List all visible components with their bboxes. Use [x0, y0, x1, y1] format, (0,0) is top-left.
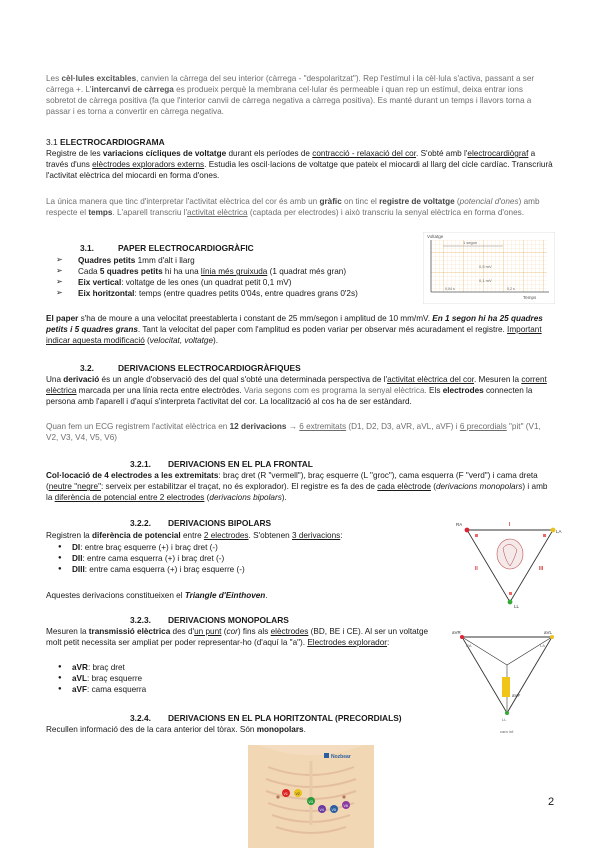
frontal-paragraph: Col·locació de 4 electrodes a les extremitats: braç dret (R "vermell"), braç esquerre (L "groc"), cama esquerra (F "verd") i cama dreta (neutre "negre": serveix per estabilitzar el traçat, no és explorador). El registre es fa des de cada elèctrode (derivacions monopolars) i amb la diferència de potencial entre 2 electrodes (derivacions bipolars). [46, 471, 548, 503]
einthoven-triangle-figure [455, 512, 565, 610]
caption-label: cara inf. [500, 729, 515, 734]
list-item: ● DIII: entre cama esquerra (+) i braç esquerre (-) [46, 564, 426, 575]
frontal-heading: 3.2.1. DERIVACIONS EN EL PLA FRONTAL [130, 459, 313, 469]
page-number: 2 [548, 796, 555, 808]
la-label: LA [540, 643, 545, 648]
paper-heading: 3.1. PAPER ELECTROCARDIOGRÀFIC [80, 243, 254, 253]
avl-label: aVL [544, 630, 553, 635]
ll-label: LL [502, 717, 507, 722]
v6-label: V6 [343, 804, 348, 808]
avf-electrode-icon [502, 677, 510, 697]
v2-label: V2 [295, 792, 300, 796]
list-item: ● aVL: braç esquerre [46, 673, 346, 684]
brand-label: Nozbear [331, 754, 351, 760]
derivacions-heading: 3.2. DERIVACIONS ELECTROCARDIOGRÀFIQUES [80, 363, 301, 373]
derivacions-paragraph-1: Una derivació és un angle d'observació des del qual s'obté una determinada perspectiva de l'activitat elèctrica del cor. Mesuren la corrent elèctrica marcada per una línia recta entre electròdes. Varia segons com es programa la senyal elèctrica. Els electrodes connecten la persona amb l'aparell i d'aquí s'interpreta l'activitat del cor. La localització al cos ha de ser estàndard. [46, 375, 547, 407]
ra-label: RA [466, 643, 472, 648]
list-item: ➢ Eix horitzontal: temps (entre quadres petits 0'04s, entre quadres grans 0'2s) [52, 288, 412, 299]
ecg-heading: 3.1 ELECTROCARDIOGRAMA [46, 137, 165, 147]
v3-label: V3 [308, 800, 313, 804]
intro-paragraph: Les cèl·lules excitables, canvien la càrrega del seu interior (càrrega - "despolaritzat"). Rep l'estímul i la cèl·lula s'activa, passant a ser càrrega +. L'intercanvi de càrrega es produeix perquè la membrana cel·lular és permeable i quan rep un estímul, deixa entrar ions sobretot de càrrega positiva (fa que l'interior canvii de càrrega negativa a càrrega positiva). Es manté durant un temps i llavors torna a passar i es torna a convertir en càrrega negativa. [46, 74, 535, 117]
ra-label: RA [456, 522, 463, 527]
list-item: ➢ Eix vertical: voltatge de les ones (un quadrat petit 0,1 mV) [52, 277, 412, 288]
paper-paragraph: El paper s'ha de moure a una velocitat preestablerta i constant de 25 mm/segon i amplitud de 10 mm/mV. En 1 segon hi ha 25 quadres petits i 5 quadres grans. Tant la velocitat del paper com l'amplitud es poden variar per observar més acuradament el registre. Important indicar aquesta modificació (velocitat, voltatge). [46, 314, 543, 346]
voltage-axis-label: Voltatge [427, 234, 444, 239]
monopolar-paragraph: Mesuren la transmissió elèctrica des d'un punt (cor) fins als elèctrodes (BD, BE i CE). Al ser un voltatge molt petit necessita ser ampliat per poder representar-ho (d'aquí la "a"). Electrodes explorador: [46, 627, 429, 648]
one-second-label: 1 segon [463, 240, 478, 245]
list-item: ● DII: entre cama esquerra (+) i braç dret (-) [46, 553, 426, 564]
list-item: ● DI: entre braç esquerre (+) i braç dret (-) [46, 542, 426, 553]
v4-label: V4 [319, 808, 324, 812]
right-arm-electrode-icon [465, 528, 470, 533]
avr-label: aVR [452, 630, 461, 635]
half-mv-label: 0,5 mV [479, 264, 492, 269]
monopolar-list [46, 662, 346, 695]
v5-label: V5 [331, 808, 336, 812]
small-square-time-label: 0,04 s [445, 287, 455, 291]
derivacions-paragraph-2: Quan fem un ECG registrem l'activitat elèctrica en 12 derivacions → 6 extremitats (D1, D2, D3, aVR, aVL, aVF) i 6 precordials "pit" (V1, V2, V3, V4, V5, V6) [46, 422, 541, 443]
ll-label: LL [514, 604, 520, 609]
brand-logo-icon [324, 753, 329, 758]
heart-icon [497, 539, 523, 569]
bipolar-heading: 3.2.2. DERIVACIONS BIPOLARS [130, 518, 272, 528]
list-item: ➢ Cada 5 quadres petits hi ha una línia més gruixuda (1 quadrat més gran) [52, 266, 412, 277]
lead-iii-label: III [539, 566, 544, 572]
tenth-mv-label: 0,1 mV [479, 278, 492, 283]
list-item: ● aVF: cama esquerra [46, 684, 346, 695]
lead-i-label: I [509, 522, 511, 528]
precordial-heading: 3.2.4. DERIVACIONS EN EL PLA HORITZONTAL (PRECORDIALS) [130, 713, 402, 723]
la-label: LA [556, 529, 562, 534]
avf-label: aVF [512, 693, 521, 698]
einthoven-paragraph: Aquestes derivacions constitueixen el Triangle d'Einthoven. [46, 591, 268, 600]
time-axis-label: Temps [523, 295, 537, 300]
v1-label: V1 [283, 792, 288, 796]
lead-ii-label: II [475, 566, 478, 572]
monopolar-leads-figure [452, 625, 562, 737]
monopolar-heading: 3.2.3. DERIVACIONS MONOPOLARS [130, 615, 289, 625]
list-item: ➢ Quadres petits 1mm d'alt i llarg [52, 255, 412, 266]
left-arm-electrode-icon [551, 528, 556, 533]
list-item: ● aVR: braç dret [46, 662, 346, 673]
ecg-paragraph-1: Registre de les variacions cícliques de voltatge durant els períodes de contracció - relaxació del cor. S'obté amb l'electrocardiògraf a través d'uns elèctrodes exploradors externs. Estudia les oscil·lacions de voltatge que pateix el miocardi al llarg del cicle cardíac. Transcriurà l'activitat elèctrica del miocardi en forma d'ones. [46, 149, 553, 181]
bipolar-list [46, 542, 426, 575]
ecg-paragraph-2: La única manera que tinc d'interpretar l'activitat elèctrica del cor és amb un gràfic on tinc el registre de voltatge (potencial d'ones) amb respecte el temps. L'aparell transcriu l'activitat elèctrica (captada per electrodes) i això transcriu la senyal elèctrica en forma d'ones. [46, 197, 540, 218]
paper-list [52, 255, 412, 300]
precordial-paragraph: Recullen informació des de la cara anterior del tòrax. Són monopolars. [46, 725, 306, 734]
big-square-time-label: 0,2 s [507, 287, 515, 291]
ecg-paper-figure [423, 232, 555, 304]
precordial-chest-figure [248, 745, 374, 848]
bipolar-paragraph: Registren la diferència de potencial entre 2 electrodes. S'obtenen 3 derivacions: [46, 531, 343, 540]
left-leg-electrode-icon [508, 600, 513, 605]
